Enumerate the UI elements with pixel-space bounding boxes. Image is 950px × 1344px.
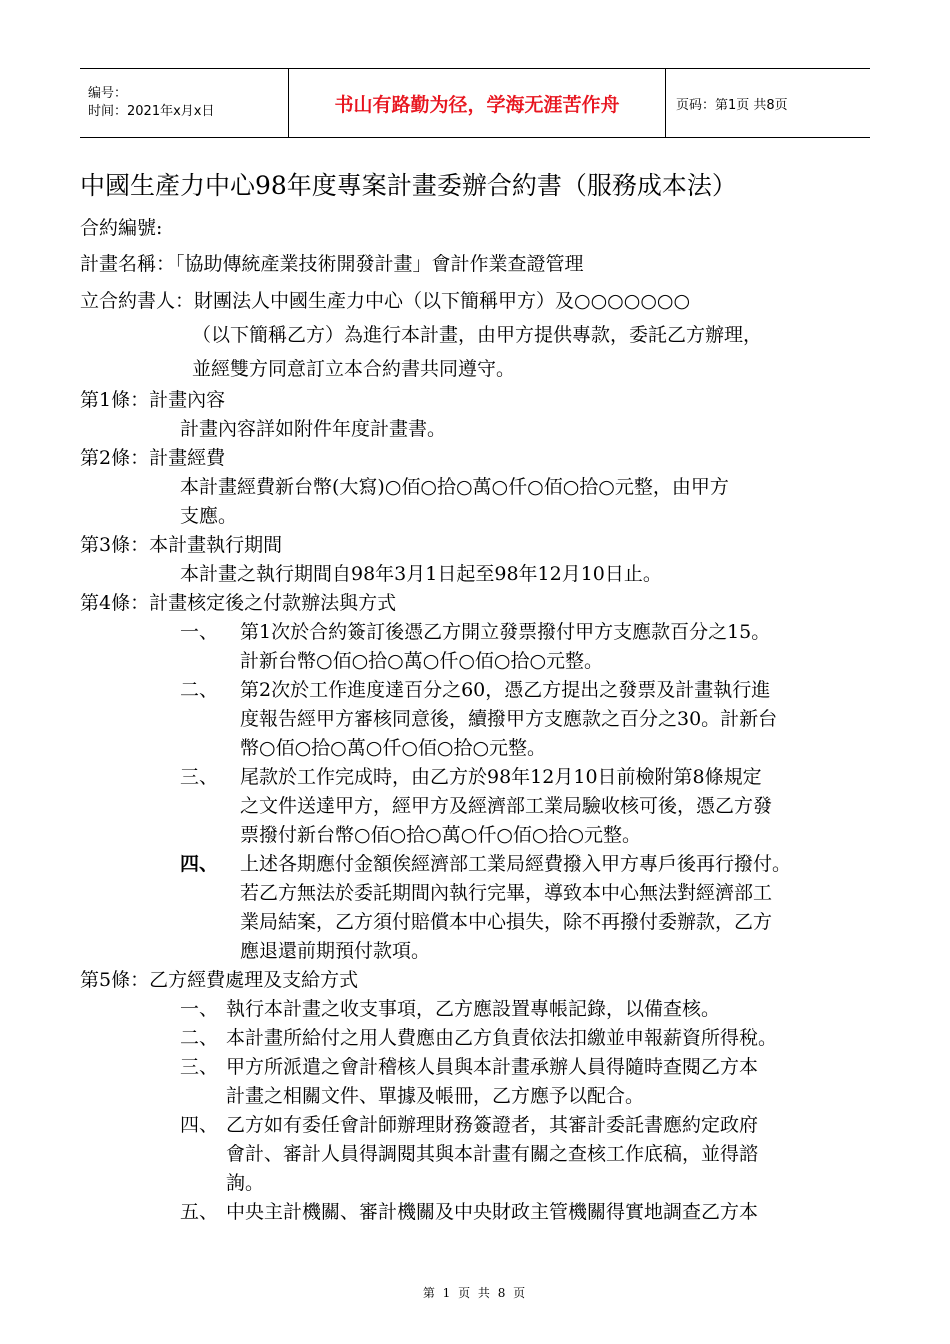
list-item <box>80 1111 880 1198</box>
item-line: 本計畫所給付之用人費應由乙方負責依法扣繳並申報薪資所得稅。 <box>226 1027 778 1049</box>
list-item <box>80 1024 880 1053</box>
item-line: 尾款於工作完成時，由乙方於98年12月10日前檢附第8條規定 <box>240 766 762 788</box>
article-2 <box>80 444 880 531</box>
list-item <box>80 618 880 676</box>
list-item <box>80 763 880 850</box>
item-line: 應退還前期預付款項。 <box>240 940 431 962</box>
item-line: 甲方所派遣之會計稽核人員與本計畫承辦人員得隨時查閱乙方本 <box>226 1056 759 1078</box>
item-line: 業局結案，乙方須付賠償本中心損失，除不再撥付委辦款，乙方 <box>240 911 773 933</box>
header-meta <box>80 69 288 137</box>
item-line: 詢。 <box>226 1172 265 1194</box>
party-label: 立合約書人： <box>80 290 195 312</box>
item-line: 幣○佰○拾○萬○仟○佰○拾○元整。 <box>240 737 547 759</box>
document-title: 中國生產力中心98年度專案計畫委辦合約書（服務成本法） <box>80 171 737 200</box>
item-number: 四、 <box>180 853 219 875</box>
item-line: 第2次於工作進度達百分之60，憑乙方提出之發票及計畫執行進 <box>240 679 771 701</box>
item-number: 一、 <box>180 998 219 1020</box>
item-line: 乙方如有委任會計師辦理財務簽證者，其審計委託書應約定政府 <box>226 1114 759 1136</box>
item-number: 二、 <box>180 679 219 701</box>
item-number: 一、 <box>180 621 219 643</box>
article-heading: 第2條：計畫經費 <box>80 447 226 469</box>
page-footer: 第 1 页 共 8 页 <box>422 1286 528 1300</box>
item-number: 五、 <box>180 1201 219 1223</box>
item-line: 中央主計機關、審計機關及中央財政主管機關得實地調查乙方本 <box>226 1201 759 1223</box>
article-text: 支應。 <box>180 505 238 527</box>
item-line: 度報告經甲方審核同意後，續撥甲方支應款之百分之30。計新台 <box>240 708 778 730</box>
list-item <box>80 850 880 966</box>
contracting-parties <box>80 284 880 386</box>
item-line: 若乙方無法於委託期間內執行完畢，導致本中心無法對經濟部工 <box>240 882 773 904</box>
article-text: 計畫內容詳如附件年度計畫書。 <box>180 418 447 440</box>
article-5 <box>80 966 880 1227</box>
header-page-info: 页码：第1页 共8页 <box>676 97 788 113</box>
item-line: 計新台幣○佰○拾○萬○仟○佰○拾○元整。 <box>240 650 604 672</box>
item-line: 執行本計畫之收支事項，乙方應設置專帳記錄，以備查核。 <box>226 998 721 1020</box>
item-number: 三、 <box>180 766 219 788</box>
item-number: 三、 <box>180 1056 219 1078</box>
article-1 <box>80 386 880 444</box>
party-line: （以下簡稱乙方）為進行本計畫，由甲方提供專款，委託乙方辦理， <box>192 324 763 346</box>
article-3 <box>80 531 880 589</box>
article-4 <box>80 589 880 966</box>
article-heading: 第5條：乙方經費處理及支給方式 <box>80 969 359 991</box>
article-text: 本計畫經費新台幣(大寫)○佰○拾○萬○仟○佰○拾○元整，由甲方 <box>180 476 729 498</box>
item-line: 會計、審計人員得調閱其與本計畫有關之查核工作底稿，並得諮 <box>226 1143 759 1165</box>
contract-number: 合約編號: <box>80 217 163 239</box>
article-heading: 第3條：本計畫執行期間 <box>80 534 283 556</box>
item-line: 之文件送達甲方，經甲方及經濟部工業局驗收核可後，憑乙方發 <box>240 795 773 817</box>
code-label: 编号： <box>88 86 128 101</box>
list-item <box>80 1198 880 1227</box>
item-line: 票撥付新台幣○佰○拾○萬○仟○佰○拾○元整。 <box>240 824 642 846</box>
article-heading: 第4條：計畫核定後之付款辦法與方式 <box>80 592 397 614</box>
header-motto: 书山有路勤为径，学海无涯苦作舟 <box>288 69 666 137</box>
party-first-line: 財團法人中國生產力中心（以下簡稱甲方）及○○○○○○○ <box>194 290 691 312</box>
plan-name: 計畫名稱：「協助傳統產業技術開發計畫」會計作業查證管理 <box>80 253 584 275</box>
article-text: 本計畫之執行期間自98年3月1日起至98年12月10日止。 <box>180 563 662 585</box>
item-number: 二、 <box>180 1027 219 1049</box>
item-line: 上述各期應付金額俟經濟部工業局經費撥入甲方專戶後再行撥付。 <box>240 853 792 875</box>
article-heading: 第1條：計畫內容 <box>80 389 226 411</box>
list-item <box>80 676 880 763</box>
item-number: 四、 <box>180 1114 219 1136</box>
time-label: 时间：2021年x月x日 <box>88 104 215 119</box>
party-line: 並經雙方同意訂立本合約書共同遵守。 <box>192 358 516 380</box>
document-body <box>80 168 880 1227</box>
item-line: 計畫之相關文件、單據及帳冊，乙方應予以配合。 <box>226 1085 645 1107</box>
item-line: 第1次於合約簽訂後憑乙方開立發票撥付甲方支應款百分之15。 <box>240 621 771 643</box>
list-item <box>80 1053 880 1111</box>
page-header <box>80 68 870 138</box>
list-item <box>80 995 880 1024</box>
